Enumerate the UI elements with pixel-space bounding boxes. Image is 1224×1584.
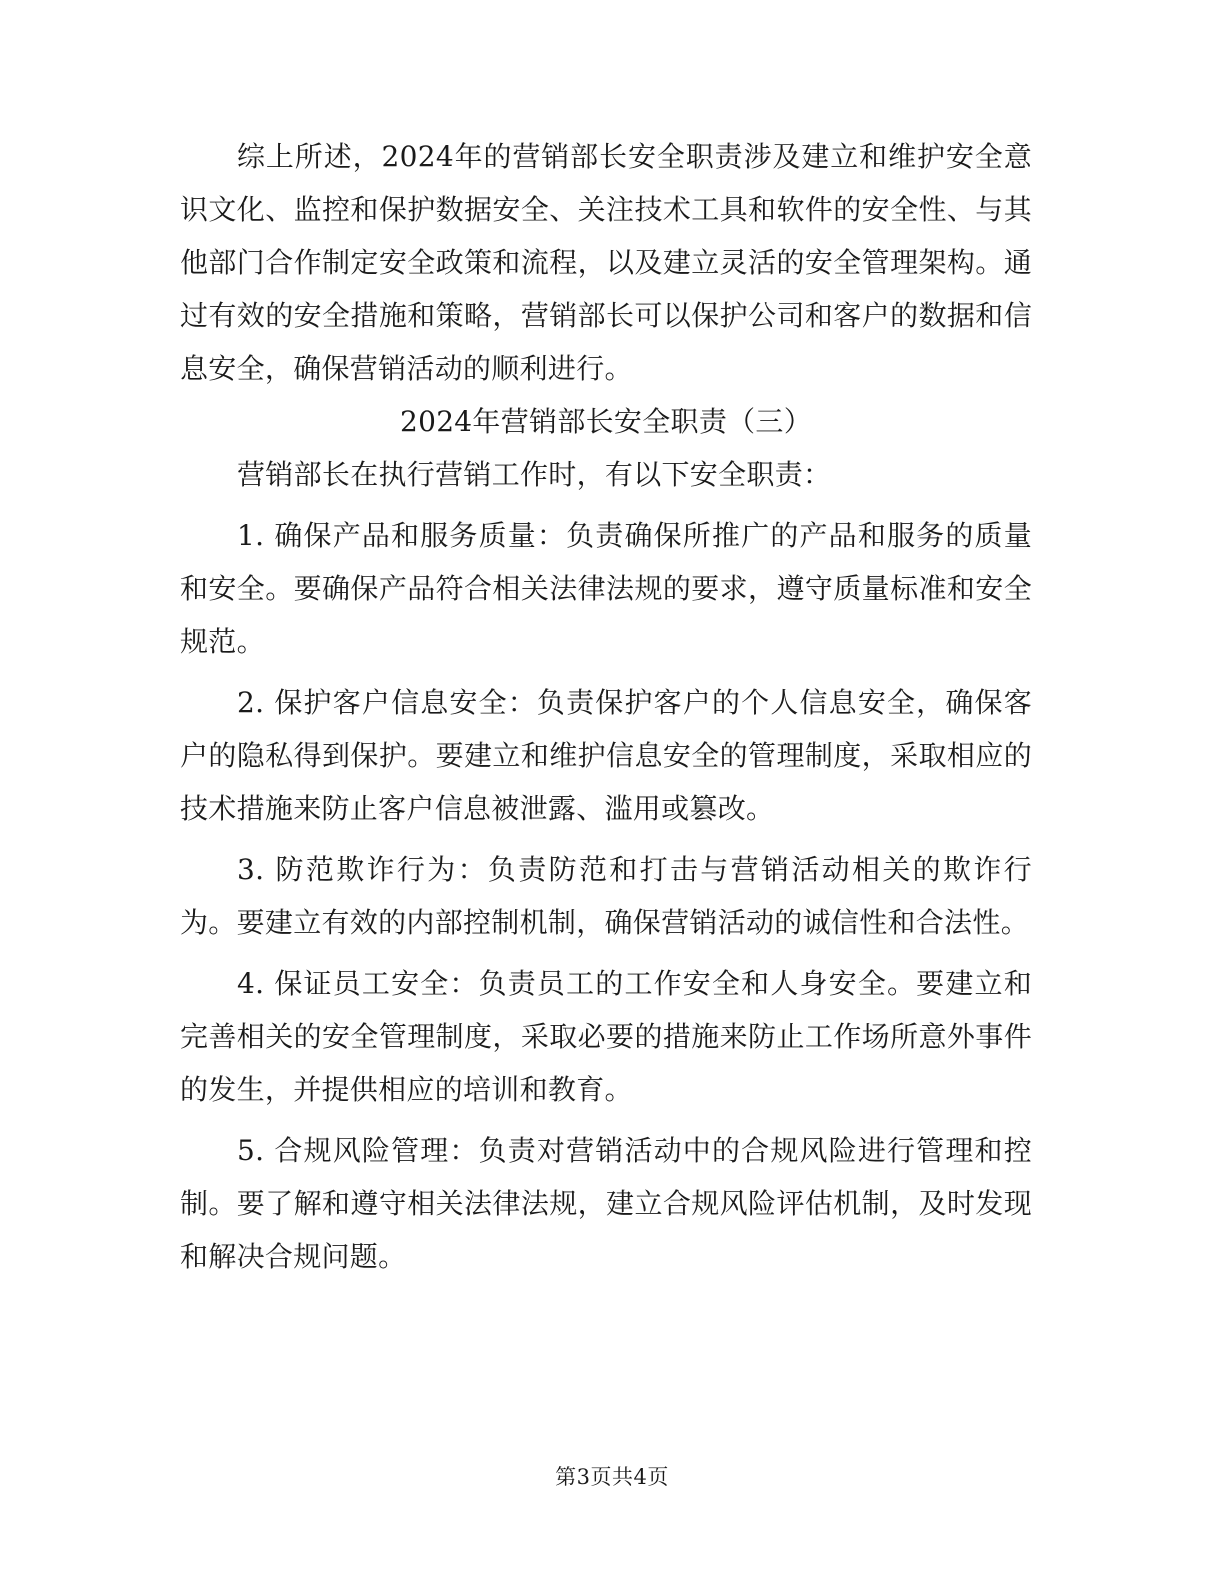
page-number: 第3页共4页 xyxy=(555,1465,669,1489)
duty-item-1: 1. 确保产品和服务质量：负责确保所推广的产品和服务的质量和安全。要确保产品符合相关法律法规的要求，遵守质量标准和安全规范。 xyxy=(180,519,1032,658)
duty-item-3: 3. 防范欺诈行为：负责防范和打击与营销活动相关的欺诈行为。要建立有效的内部控制机制，确保营销活动的诚信性和合法性。 xyxy=(180,853,1032,939)
summary-paragraph: 综上所述，2024年的营销部长安全职责涉及建立和维护安全意识文化、监控和保护数据安全、关注技术工具和软件的安全性、与其他部门合作制定安全政策和流程，以及建立灵活的安全管理架构。通过有效的安全措施和策略，营销部长可以保护公司和客户的数据和信息安全，确保营销活动的顺利进行。 xyxy=(180,140,1032,385)
document-body xyxy=(180,130,1032,1283)
duty-item-5: 5. 合规风险管理：负责对营销活动中的合规风险进行管理和控制。要了解和遵守相关法律法规，建立合规风险评估机制，及时发现和解决合规问题。 xyxy=(180,1134,1032,1273)
duty-item-4: 4. 保证员工安全：负责员工的工作安全和人身安全。要建立和完善相关的安全管理制度，采取必要的措施来防止工作场所意外事件的发生，并提供相应的培训和教育。 xyxy=(180,967,1032,1106)
section-title: 2024年营销部长安全职责（三） xyxy=(399,405,813,438)
intro-paragraph: 营销部长在执行营销工作时，有以下安全职责： xyxy=(237,458,832,491)
duty-item-2: 2. 保护客户信息安全：负责保护客户的个人信息安全，确保客户的隐私得到保护。要建立和维护信息安全的管理制度，采取相应的技术措施来防止客户信息被泄露、滥用或篡改。 xyxy=(180,686,1032,825)
